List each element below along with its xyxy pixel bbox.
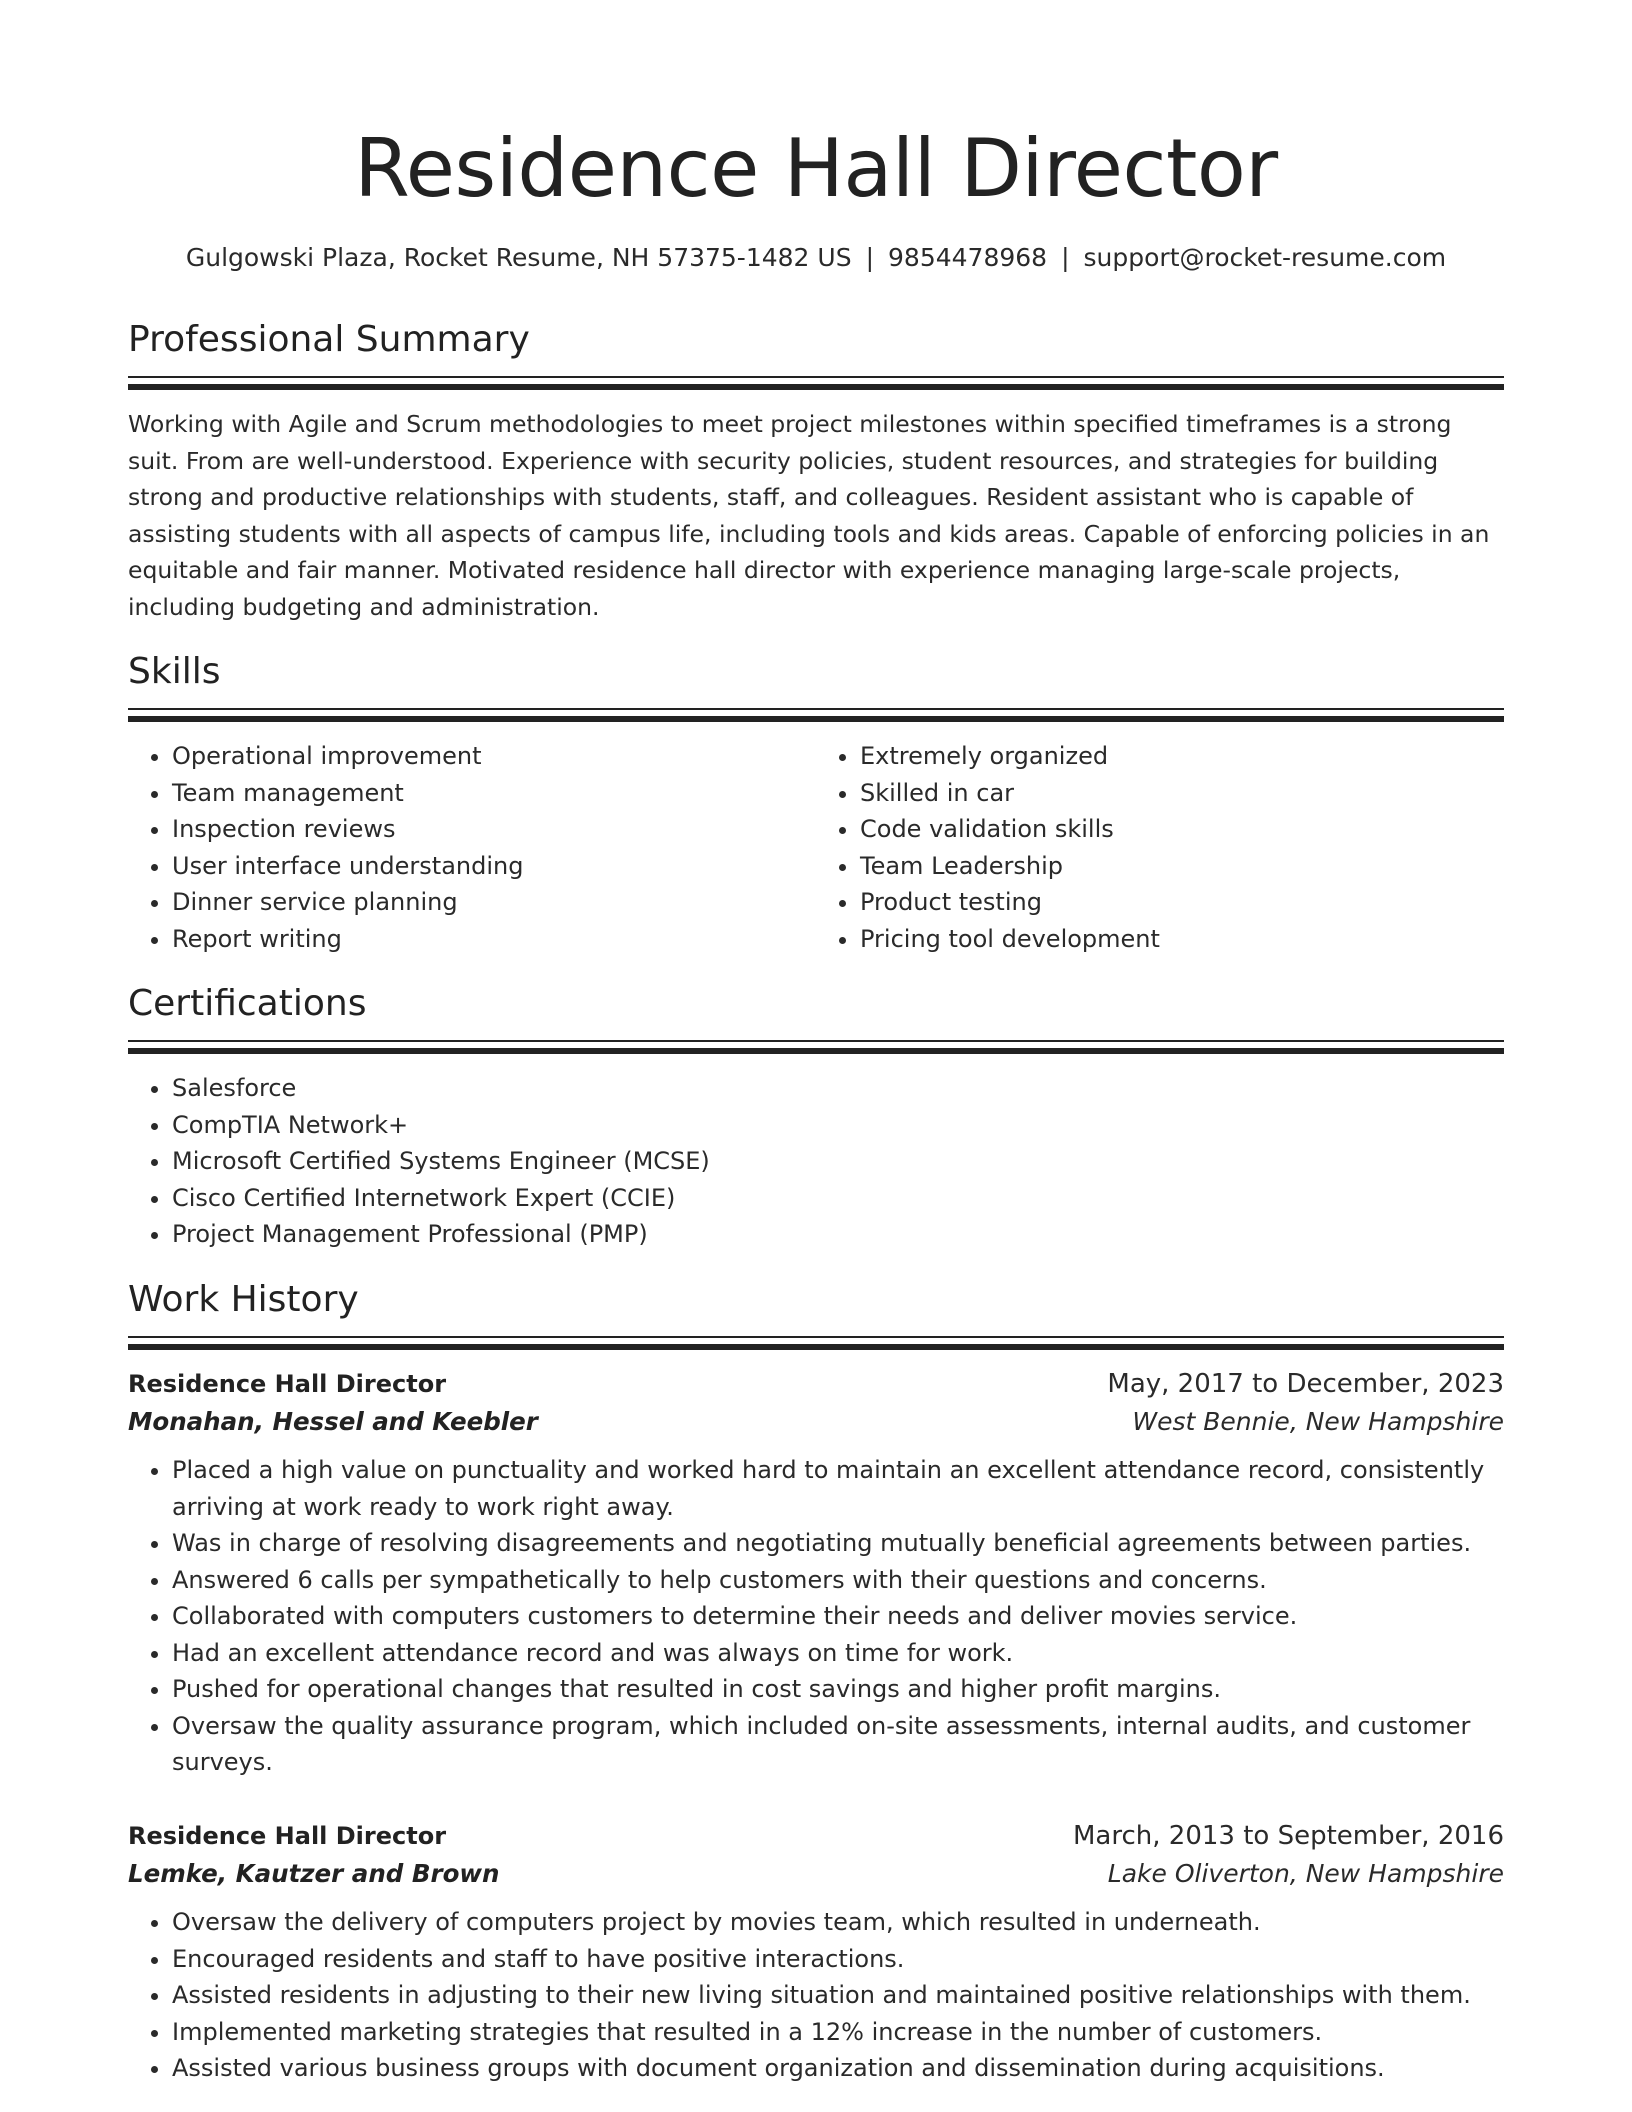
certifications-section (128, 982, 1504, 1253)
list-item: • Extremely organized (860, 738, 1504, 775)
list-item: • Report writing (172, 921, 816, 958)
list-item: • Pricing tool development (860, 921, 1504, 958)
job-duties-list (128, 1452, 1504, 1781)
list-item: • Was in charge of resolving disagreements and negotiating mutually beneficial agreements between parties. (172, 1525, 1504, 1562)
job-subheader (128, 1854, 1504, 1894)
job-title: Residence Hall Director (128, 1822, 447, 1850)
list-item: • Encouraged residents and staff to have positive interactions. (172, 1941, 1504, 1978)
job-header (128, 1366, 1504, 1402)
summary-title: Professional Summary (128, 319, 530, 360)
list-item: • Had an excellent attendance record and was always on time for work. (172, 1635, 1504, 1672)
list-item: • Assisted residents in adjusting to their new living situation and maintained positive relationships with them. (172, 1977, 1504, 2014)
list-item: • Salesforce (172, 1070, 1504, 1107)
skills-list-left (128, 738, 816, 957)
list-item: • Oversaw the delivery of computers project by movies team, which resulted in underneath. (172, 1904, 1504, 1941)
summary-section (128, 318, 1504, 625)
job-header (128, 1818, 1504, 1854)
list-item: • Project Management Professional (PMP) (172, 1216, 1504, 1253)
job-title: Residence Hall Director (128, 1370, 447, 1398)
list-item: • Operational improvement (172, 738, 816, 775)
section-divider (128, 1040, 1504, 1054)
contact-separator: | (865, 243, 875, 272)
section-divider (128, 376, 1504, 390)
section-divider (128, 708, 1504, 722)
work-history-title: Work History (128, 1279, 359, 1320)
job-dates: March, 2013 to September, 2016 (1073, 1821, 1504, 1851)
summary-text: Working with Agile and Scrum methodologies to meet project milestones within specified timeframes is a strong suit. From are well-understood. Experience with security policies, student resources, and strategies for building strong and productive relationships with students, staff, and colleagues. Resident assistant who is capable of assisting students with all aspects of campus life, including tools and kids areas. Capable of enforcing policies in an equitable and fair manner. Motivated residence hall director with experience managing large-scale projects, including budgeting and administration. (128, 410, 1490, 621)
contact-email: support@rocket-resume.com (1083, 243, 1447, 272)
list-item: • Inspection reviews (172, 811, 816, 848)
list-item: • Dinner service planning (172, 884, 816, 921)
job-location: West Bennie, New Hampshire (1132, 1407, 1504, 1436)
section-divider (128, 1336, 1504, 1350)
skills-list-right (816, 738, 1504, 957)
list-item: • Team management (172, 775, 816, 812)
job-dates: May, 2017 to December, 2023 (1107, 1369, 1504, 1399)
list-item: • Placed a high value on punctuality and worked hard to maintain an excellent attendance record, consistently arriving at work ready to work right away. (172, 1452, 1504, 1525)
list-item: • Pushed for operational changes that resulted in cost savings and higher profit margins. (172, 1671, 1504, 1708)
contact-line (128, 242, 1504, 274)
list-item: • Implemented marketing strategies that resulted in a 12% increase in the number of customers. (172, 2014, 1504, 2051)
skills-title: Skills (128, 651, 221, 692)
list-item: • Product testing (860, 884, 1504, 921)
list-item: • Collaborated with computers customers to determine their needs and deliver movies service. (172, 1598, 1504, 1635)
resume-page (128, 0, 1504, 2082)
job-entry (128, 1818, 1504, 2087)
list-item: • Microsoft Certified Systems Engineer (MCSE) (172, 1143, 1504, 1180)
certifications-list (128, 1070, 1504, 1253)
contact-phone: 9854478968 (888, 243, 1048, 272)
list-item: • CompTIA Network+ (172, 1107, 1504, 1144)
list-item: • Oversaw the quality assurance program, which included on-site assessments, internal audits, and customer surveys. (172, 1708, 1504, 1781)
job-company: Lemke, Kautzer and Brown (128, 1859, 500, 1888)
certifications-title: Certifications (128, 983, 367, 1024)
list-item: • Team Leadership (860, 848, 1504, 885)
job-company: Monahan, Hessel and Keebler (128, 1407, 538, 1436)
skills-grid (128, 738, 1504, 957)
job-subheader (128, 1402, 1504, 1442)
job-duties-list (128, 1904, 1504, 2087)
candidate-name: Residence Hall Director (354, 122, 1278, 215)
job-entry (128, 1366, 1504, 1781)
skills-section (128, 650, 1504, 957)
list-item: • Code validation skills (860, 811, 1504, 848)
list-item: • Cisco Certified Internetwork Expert (CCIE) (172, 1180, 1504, 1217)
contact-separator: | (1061, 243, 1070, 272)
list-item: • User interface understanding (172, 848, 816, 885)
list-item: • Skilled in car (860, 775, 1504, 812)
list-item: • Assisted various business groups with document organization and dissemination during acquisitions. (172, 2050, 1504, 2087)
work-history-section (128, 1278, 1504, 1781)
list-item: • Answered 6 calls per sympathetically to help customers with their questions and concerns. (172, 1562, 1504, 1599)
contact-address: Gulgowski Plaza, Rocket Resume, NH 57375-1482 US (185, 243, 852, 272)
job-location: Lake Oliverton, New Hampshire (1107, 1859, 1504, 1888)
